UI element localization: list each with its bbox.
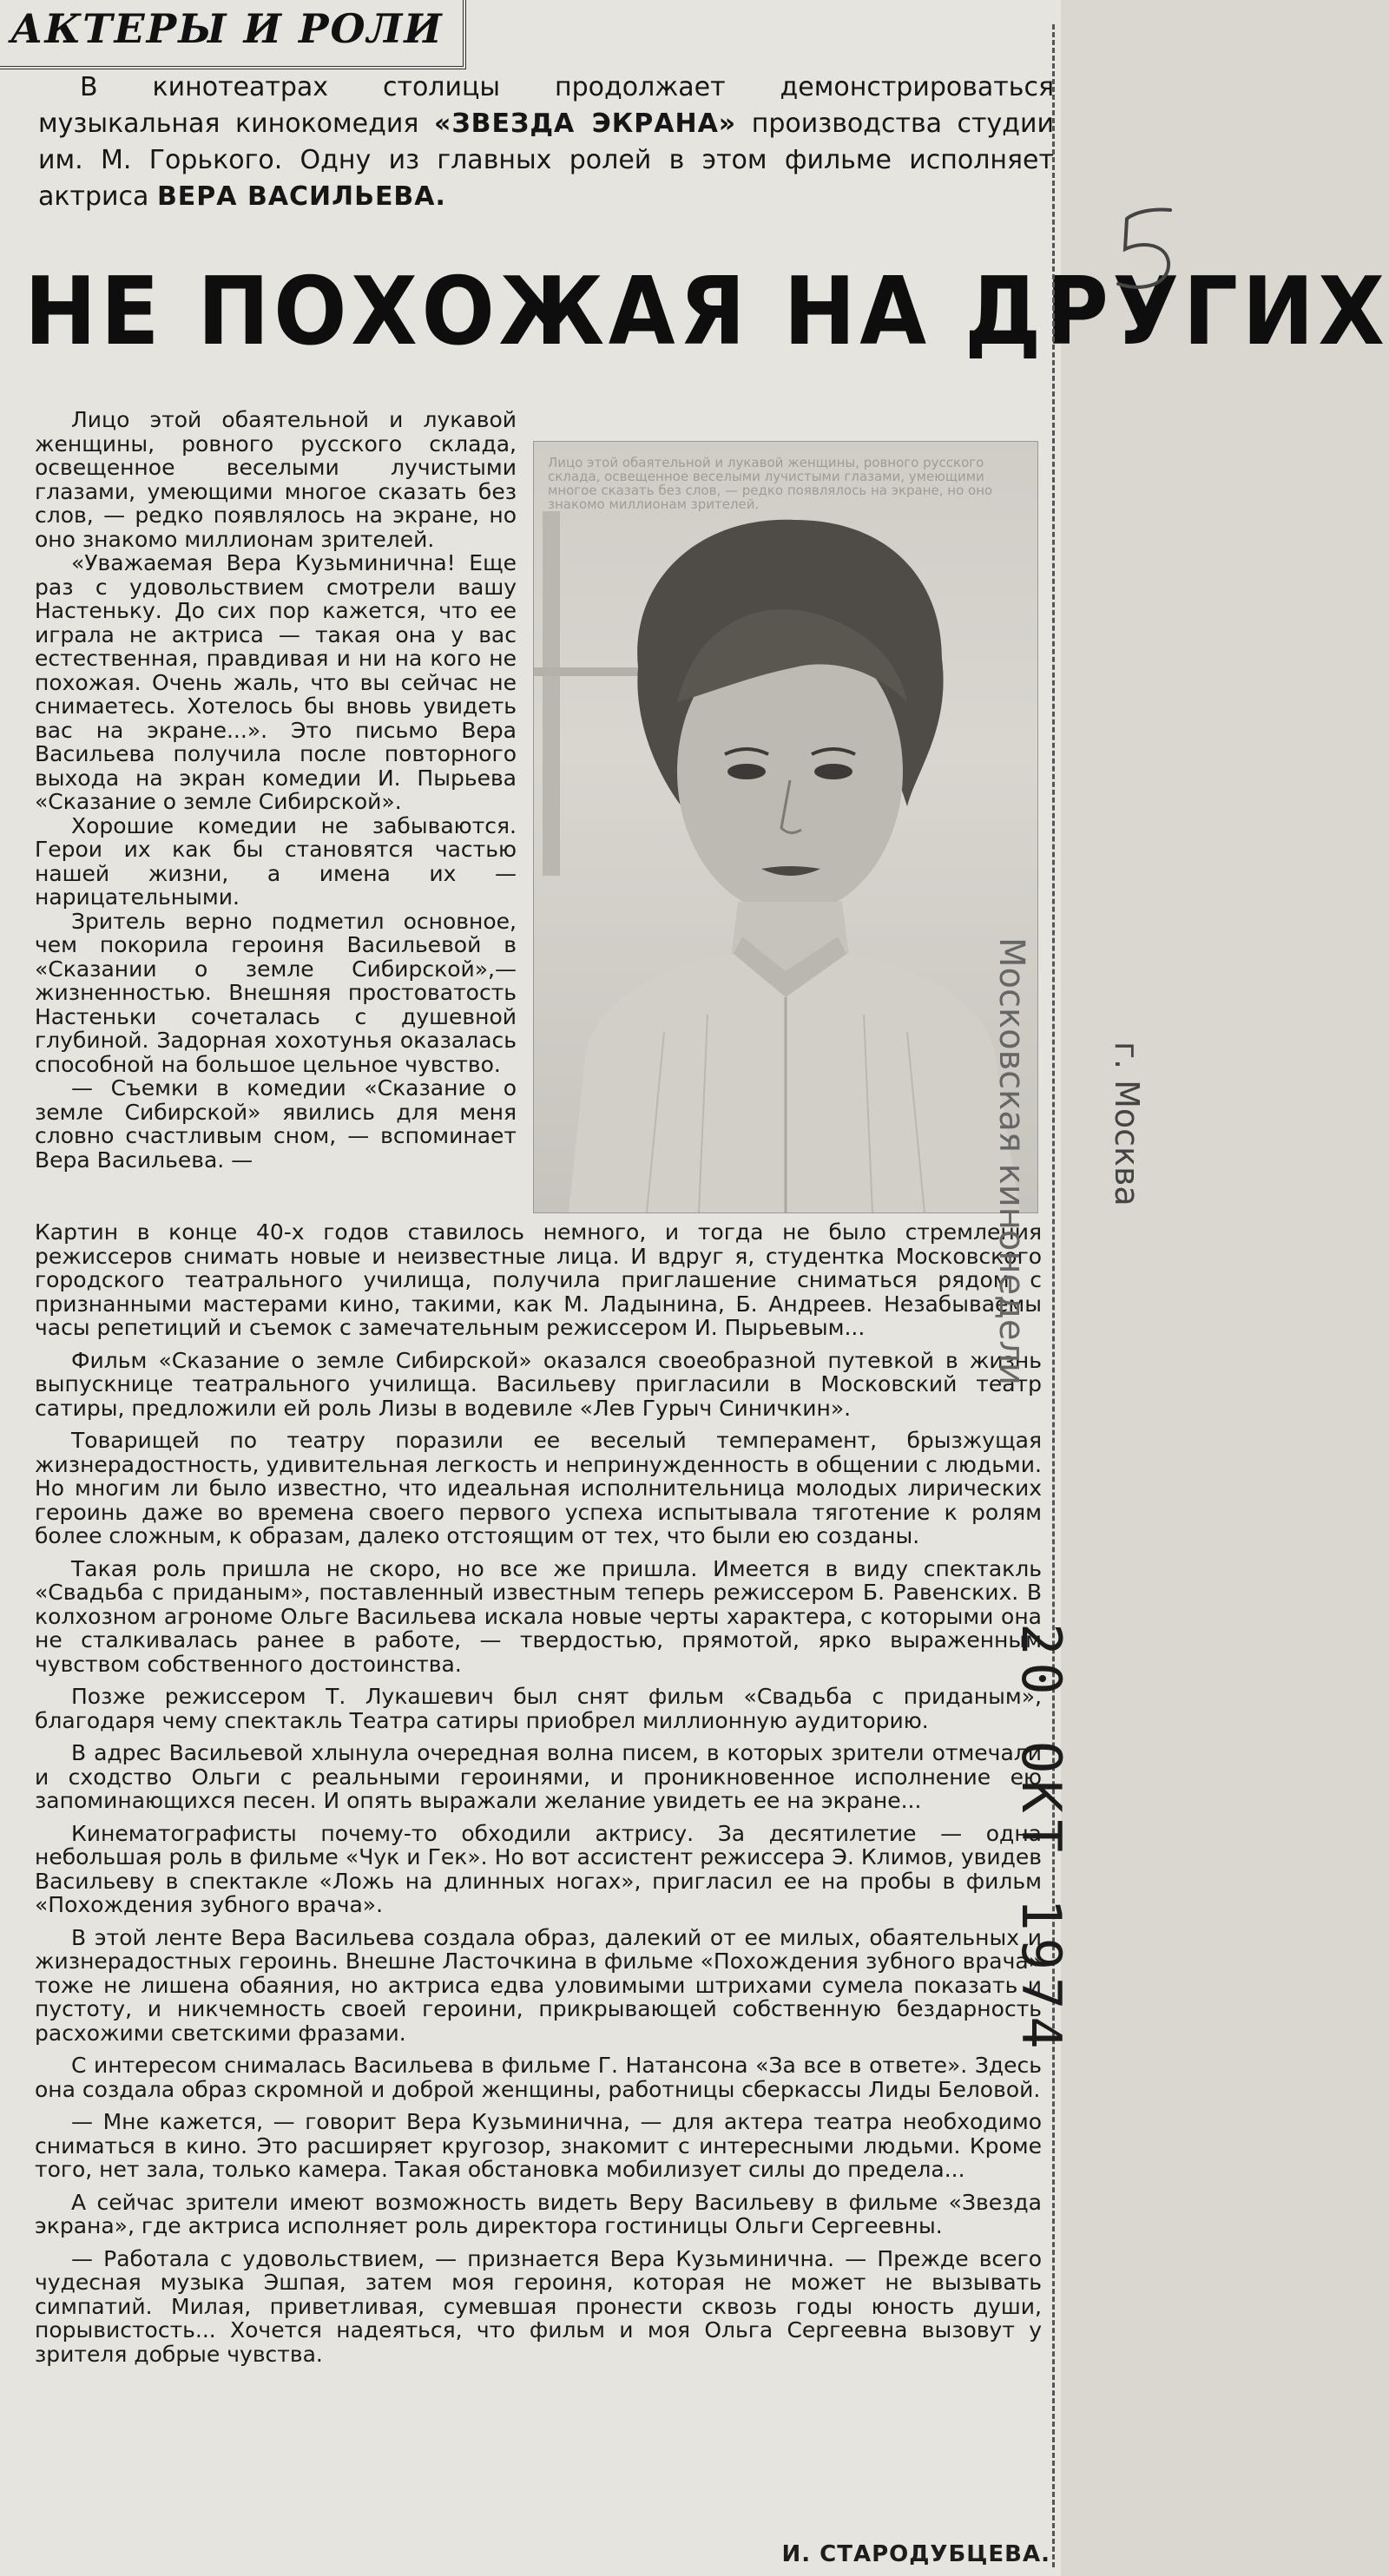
paragraph: «Уважаемая Вера Кузьминична! Еще раз с удовольствием смотрели вашу Настеньку. До сих пор кажется, что ее играла не актриса — такая она у вас естественная, правдивая и ни на кого не похожая. Очень жаль, что вы сейчас не снимаетесь. Хотелось бы вновь увидеть вас на экране...». Это письмо Вера Васильева получила после повторного выхода на экран комедии И. Пырьева «Сказание о земле Сибирской».: [35, 550, 517, 814]
source-stamp: Московская кинонедели: [991, 937, 1031, 1385]
paragraph: Такая роль пришла не скоро, но все же пришла. Имеется в виду спектакль «Свадьба с приданым», поставленный известным теперь режиссером Б. Равенских. В колхозном агрономе Ольге Васильева искала новые черты характера, с которыми она не сталкивалась ранее в работе, — твердостью, прямотой, ярко выраженным чувством собственного достоинства.: [35, 1555, 1042, 1677]
paragraph: Зритель верно подметил основное, чем покорила героиня Васильевой в «Сказании о земле Сибирской»,—жизненностью. Внешняя простоватость Настеньки сочеталась с душевной глубиной. Задорная хохотунья оказалась способной на большое цельное чувство.: [35, 908, 517, 1077]
paragraph: С интересом снималась Васильева в фильме Г. Натансона «За все в ответе». Здесь она создала образ скромной и доброй женщины, работницы сберкассы Лиды Беловой.: [35, 2053, 1042, 2102]
paragraph: — Съемки в комедии «Сказание о земле Сибирской» явились для меня словно счастливым сном, — вспоминает Вера Васильева. —: [35, 1075, 517, 1173]
paragraph: Хорошие комедии не забываются. Герои их как бы становятся частью нашей жизни, а имена их — нарицательными.: [35, 812, 517, 910]
lead-text-2: производства студии им. М. Горького. Одну из главных ролей в этом фильме исполняет актриса: [38, 108, 1055, 212]
paragraph: Фильм «Сказание о земле Сибирской» оказался своеобразной путевкой в жизнь выпускнице театрального училища. Васильеву пригласили в Московский театр сатиры, предложили ей роль Лизы в водевиле «Лев Гурыч Синичкин».: [35, 1347, 1042, 1421]
city-stamp: г. Москва: [1108, 1042, 1146, 1206]
actress-name: ВЕРА ВАСИЛЬЕВА.: [156, 181, 446, 212]
paragraph: А сейчас зрители имеют возможность видеть Веру Васильеву в фильме «Звезда экрана», где актриса исполняет роль директора гостиницы Ольги Сергеевны.: [35, 2189, 1042, 2238]
paragraph: Позже режиссером Т. Лукашевич был снят фильм «Свадьба с приданым», благодаря чему спектакль Театра сатиры приобрел миллионную аудиторию.: [35, 1684, 1042, 1733]
actress-portrait-photo: [533, 441, 1038, 1213]
handwritten-mark: [1101, 201, 1196, 306]
portrait-illustration: [534, 442, 1037, 1212]
paragraph: — Работала с удовольствием, — признается Вера Кузьминична. — Прежде всего чудесная музыка Эшпая, затем моя героиня, которая не может не вызывать симпатий. Милая, приветливая, сумевшая пронести сквозь годы юность души, порывистость... Хочется надеяться, что фильм и моя Ольга Сергеевна вызовут у зрителя добрые чувства.: [35, 2245, 1042, 2367]
paragraph: В этой ленте Вера Васильева создала образ, далекий от ее милых, обаятельных и жизнерадостных героинь. Внешне Ласточкина в фильме «Похождения зубного врача» тоже не лишена обаяния, но актриса едва уловимыми штрихами сумела показать и пустоту, и никчемность своей героини, прикрывающей собственную бездарность расхожими светскими фразами.: [35, 1924, 1042, 2046]
date-stamp: 20 ОКТ 1974: [1010, 1623, 1073, 2056]
section-rubric: АКТЕРЫ И РОЛИ: [0, 0, 466, 69]
film-title: «ЗВЕЗДА ЭКРАНА»: [433, 108, 737, 139]
photo-bleed-text: Лицо этой обаятельной и лукавой женщины, ровного русского склада, освещенное веселыми лучистыми глазами, умеющими многое сказать без слов, — редко появлялось на экране, но оно знакомо миллионам зрителей.: [548, 455, 993, 512]
paragraph: Кинематографисты почему-то обходили актрису. За десятилетие — одна небольшая роль в фильме «Чук и Гек». Но вот ассистент режиссера Э. Климов, увидев Васильеву в спектакле «Ложь на длинных ногах», пригласил ее на пробы в фильм «Похождения зубного врача».: [35, 1820, 1042, 1917]
author-signature: И. СТАРОДУБЦЕВА.: [781, 2541, 1050, 2567]
article-column-left: [35, 408, 517, 1172]
paragraph: — Мне кажется, — говорит Вера Кузьминична, — для актера театра необходимо сниматься в кино. Это расширяет кругозор, знакомит с интересными людьми. Кроме того, нет зала, только камера. Такая обстановка мобилизует силы до предела...: [35, 2109, 1042, 2182]
lead-paragraph: [38, 69, 1054, 215]
paragraph: Картин в конце 40-х годов ставилось немного, и тогда не было стремления режиссеров снимать новые и неизвестные лица. И вдруг я, студентка Московского городского театрального училища, получила приглашение сниматься рядом с признанными мастерами кино, такими, как М. Ладынина, Б. Андреев. Незабываемы часы репетиций и съемок с замечательным режиссером И. Пырьевым...: [35, 1219, 1042, 1340]
article-body-full-width: [35, 1220, 1042, 2366]
paragraph: Лицо этой обаятельной и лукавой женщины, ровного русского склада, освещенное веселыми лучистыми глазами, умеющими многое сказать без слов, — редко появлялось на экране, но оно знакомо миллионам зрителей.: [35, 407, 517, 552]
paragraph: В адрес Васильевой хлынула очередная волна писем, в которых зрители отмечали и сходство Ольги с реальными героинями, и проникновенное исполнение ею запоминающихся песен. И опять выражали желание увидеть ее на экране...: [35, 1740, 1042, 1813]
paragraph: Товарищей по театру поразили ее веселый темперамент, брызжущая жизнерадостность, удивительная легкость и непринужденность в общении с людьми. Но многим ли было известно, что идеальная исполнительница молодых лирических героинь даже во времена своего первого успеха испытывала тяготение к ролям более сложным, к образам, далеко отстоящим от тех, что были ею созданы.: [35, 1428, 1042, 1548]
article-headline: НЕ ПОХОЖАЯ НА ДРУГИХ: [24, 258, 1389, 366]
lead-text-1: В кинотеатрах столицы продолжает демонстрироваться музыкальная кинокомедия: [38, 72, 1054, 139]
